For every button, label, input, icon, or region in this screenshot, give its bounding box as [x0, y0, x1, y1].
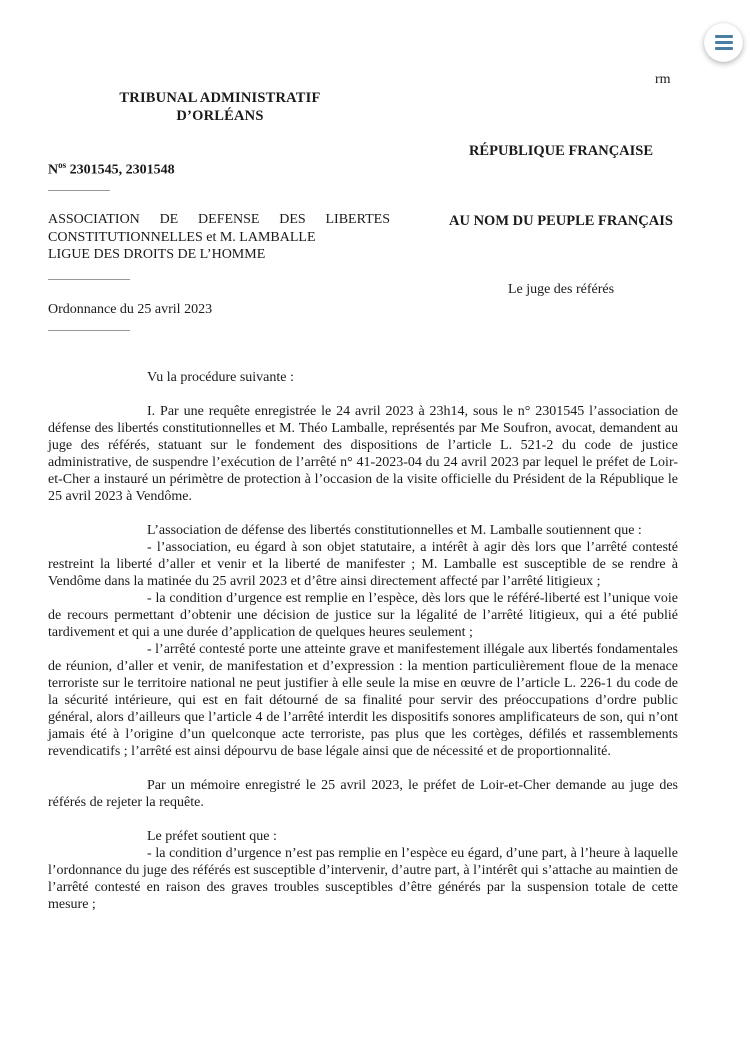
au-nom-du-peuple: AU NOM DU PEUPLE FRANÇAIS	[449, 213, 673, 229]
stray-text: rm	[655, 72, 671, 87]
parties-block	[48, 211, 390, 264]
paragraph-requete: I. Par une requête enregistrée le 24 avril 2023 à 23h14, sous le n° 2301545 l’association de défense des libertés constitutionnelles et M. Théo Lamballe, représentés par Me Soufron, avocat, demandent au juge des référés, statuant sur le fondement des dispositions de l’article L. 521-2 du code de justice administrative, de suspendre l’exécution de l’arrêté n° 41-2023-04 du 24 avril 2023 par lequel le préfet de Loir-et-Cher a instauré un périmètre de protection à l’occasion de la visite officielle du Président de la République le 25 avril 2023 à Vendôme.	[48, 404, 678, 504]
case-numbers-superscript: os	[58, 160, 67, 170]
paragraph-prefet-urgence: - la condition d’urgence n’est pas remplie en l’espèce eu égard, d’une part, à l’heure à laquelle l’ordonnance du juge des référés est susceptible d’intervenir, d’autre part, à l’intérêt qui s’attache au maintien de l’arrêté contesté en raison des graves troubles susceptibles d’être générés par la suspension totale de cette mesure ;	[48, 846, 678, 912]
menu-button[interactable]	[704, 23, 743, 62]
juge-des-referes: Le juge des référés	[507, 282, 615, 297]
republique-title: RÉPUBLIQUE FRANÇAISE	[468, 143, 654, 159]
paragraph-moyen-interet: - l’association, eu égard à son objet statutaire, a intérêt à agir dès lors que l’arrêté contesté restreint la liberté d’aller et venir et la liberté de manifester ; M. Lamballe est susceptible de se rendre à Vendôme dans la matinée du 25 avril 2023 et d’être ainsi directement affecté par l’arrêté litigieux ;	[48, 540, 678, 589]
tribunal-line1: TRIBUNAL ADMINISTRATIF	[119, 90, 321, 106]
divider	[48, 279, 130, 280]
parties-case1: ASSOCIATION DE DEFENSE DES LIBERTES CONSTITUTIONNELLES et M. LAMBALLE	[48, 212, 390, 245]
tribunal-line2: D’ORLÉANS	[176, 107, 264, 124]
paragraph-vu-procedure: Vu la procédure suivante :	[147, 370, 294, 385]
paragraph-moyen-atteinte: - l’arrêté contesté porte une atteinte grave et manifestement illégale aux libertés fondamentales de réunion, d’aller et venir, de manifestation et d’expression : la mention particulièrement floue de la menace terroriste sur le territoire national ne peut justifier à elle seule la mise en œuvre de l’article L. 226-1 du code de la sécurité intérieure, qui est en fait détourné de sa finalité pour servir des préoccupations d’ordre public général, alors d’ailleurs que l’article 4 de l’arrêté interdit les dispositifs sonores amplificateurs de son, qui n’ont jamais été à l’origine d’un quelconque acte terroriste, pas plus que les cortèges, défilés et rassemblements revendicatifs ; l’arrêté est ainsi dépourvu de base légale ainsi que de nécessité et de proportionnalité.	[48, 642, 678, 759]
case-numbers: $N^{os}$ 2301545, 2301548	[48, 160, 175, 178]
divider	[48, 330, 130, 331]
document-body	[48, 369, 678, 913]
paragraph-moyen-urgence: - la condition d’urgence est remplie en l’espèce, dès lors que le référé-liberté est l’unique voie de recours permettant d’obtenir une décision de justice sur la légalité de l’arrêté litigieux, qui a été publié tardivement et qui a une durée d’application de quelques heures seulement ;	[48, 591, 678, 640]
paragraph-memoire-prefet: Par un mémoire enregistré le 25 avril 2023, le préfet de Loir-et-Cher demande au juge des référés de rejeter la requête.	[48, 778, 678, 810]
hamburger-icon	[715, 35, 733, 50]
tribunal-title	[110, 90, 330, 125]
paragraph-soutiennent-intro: L’association de défense des libertés constitutionnelles et M. Lamballe soutiennent que :	[147, 523, 642, 538]
divider	[48, 190, 110, 191]
parties-case2: LIGUE DES DROITS DE L’HOMME	[48, 247, 266, 262]
ordonnance-date: Ordonnance du 25 avril 2023	[48, 302, 213, 317]
paragraph-prefet-intro: Le préfet soutient que :	[147, 829, 277, 844]
